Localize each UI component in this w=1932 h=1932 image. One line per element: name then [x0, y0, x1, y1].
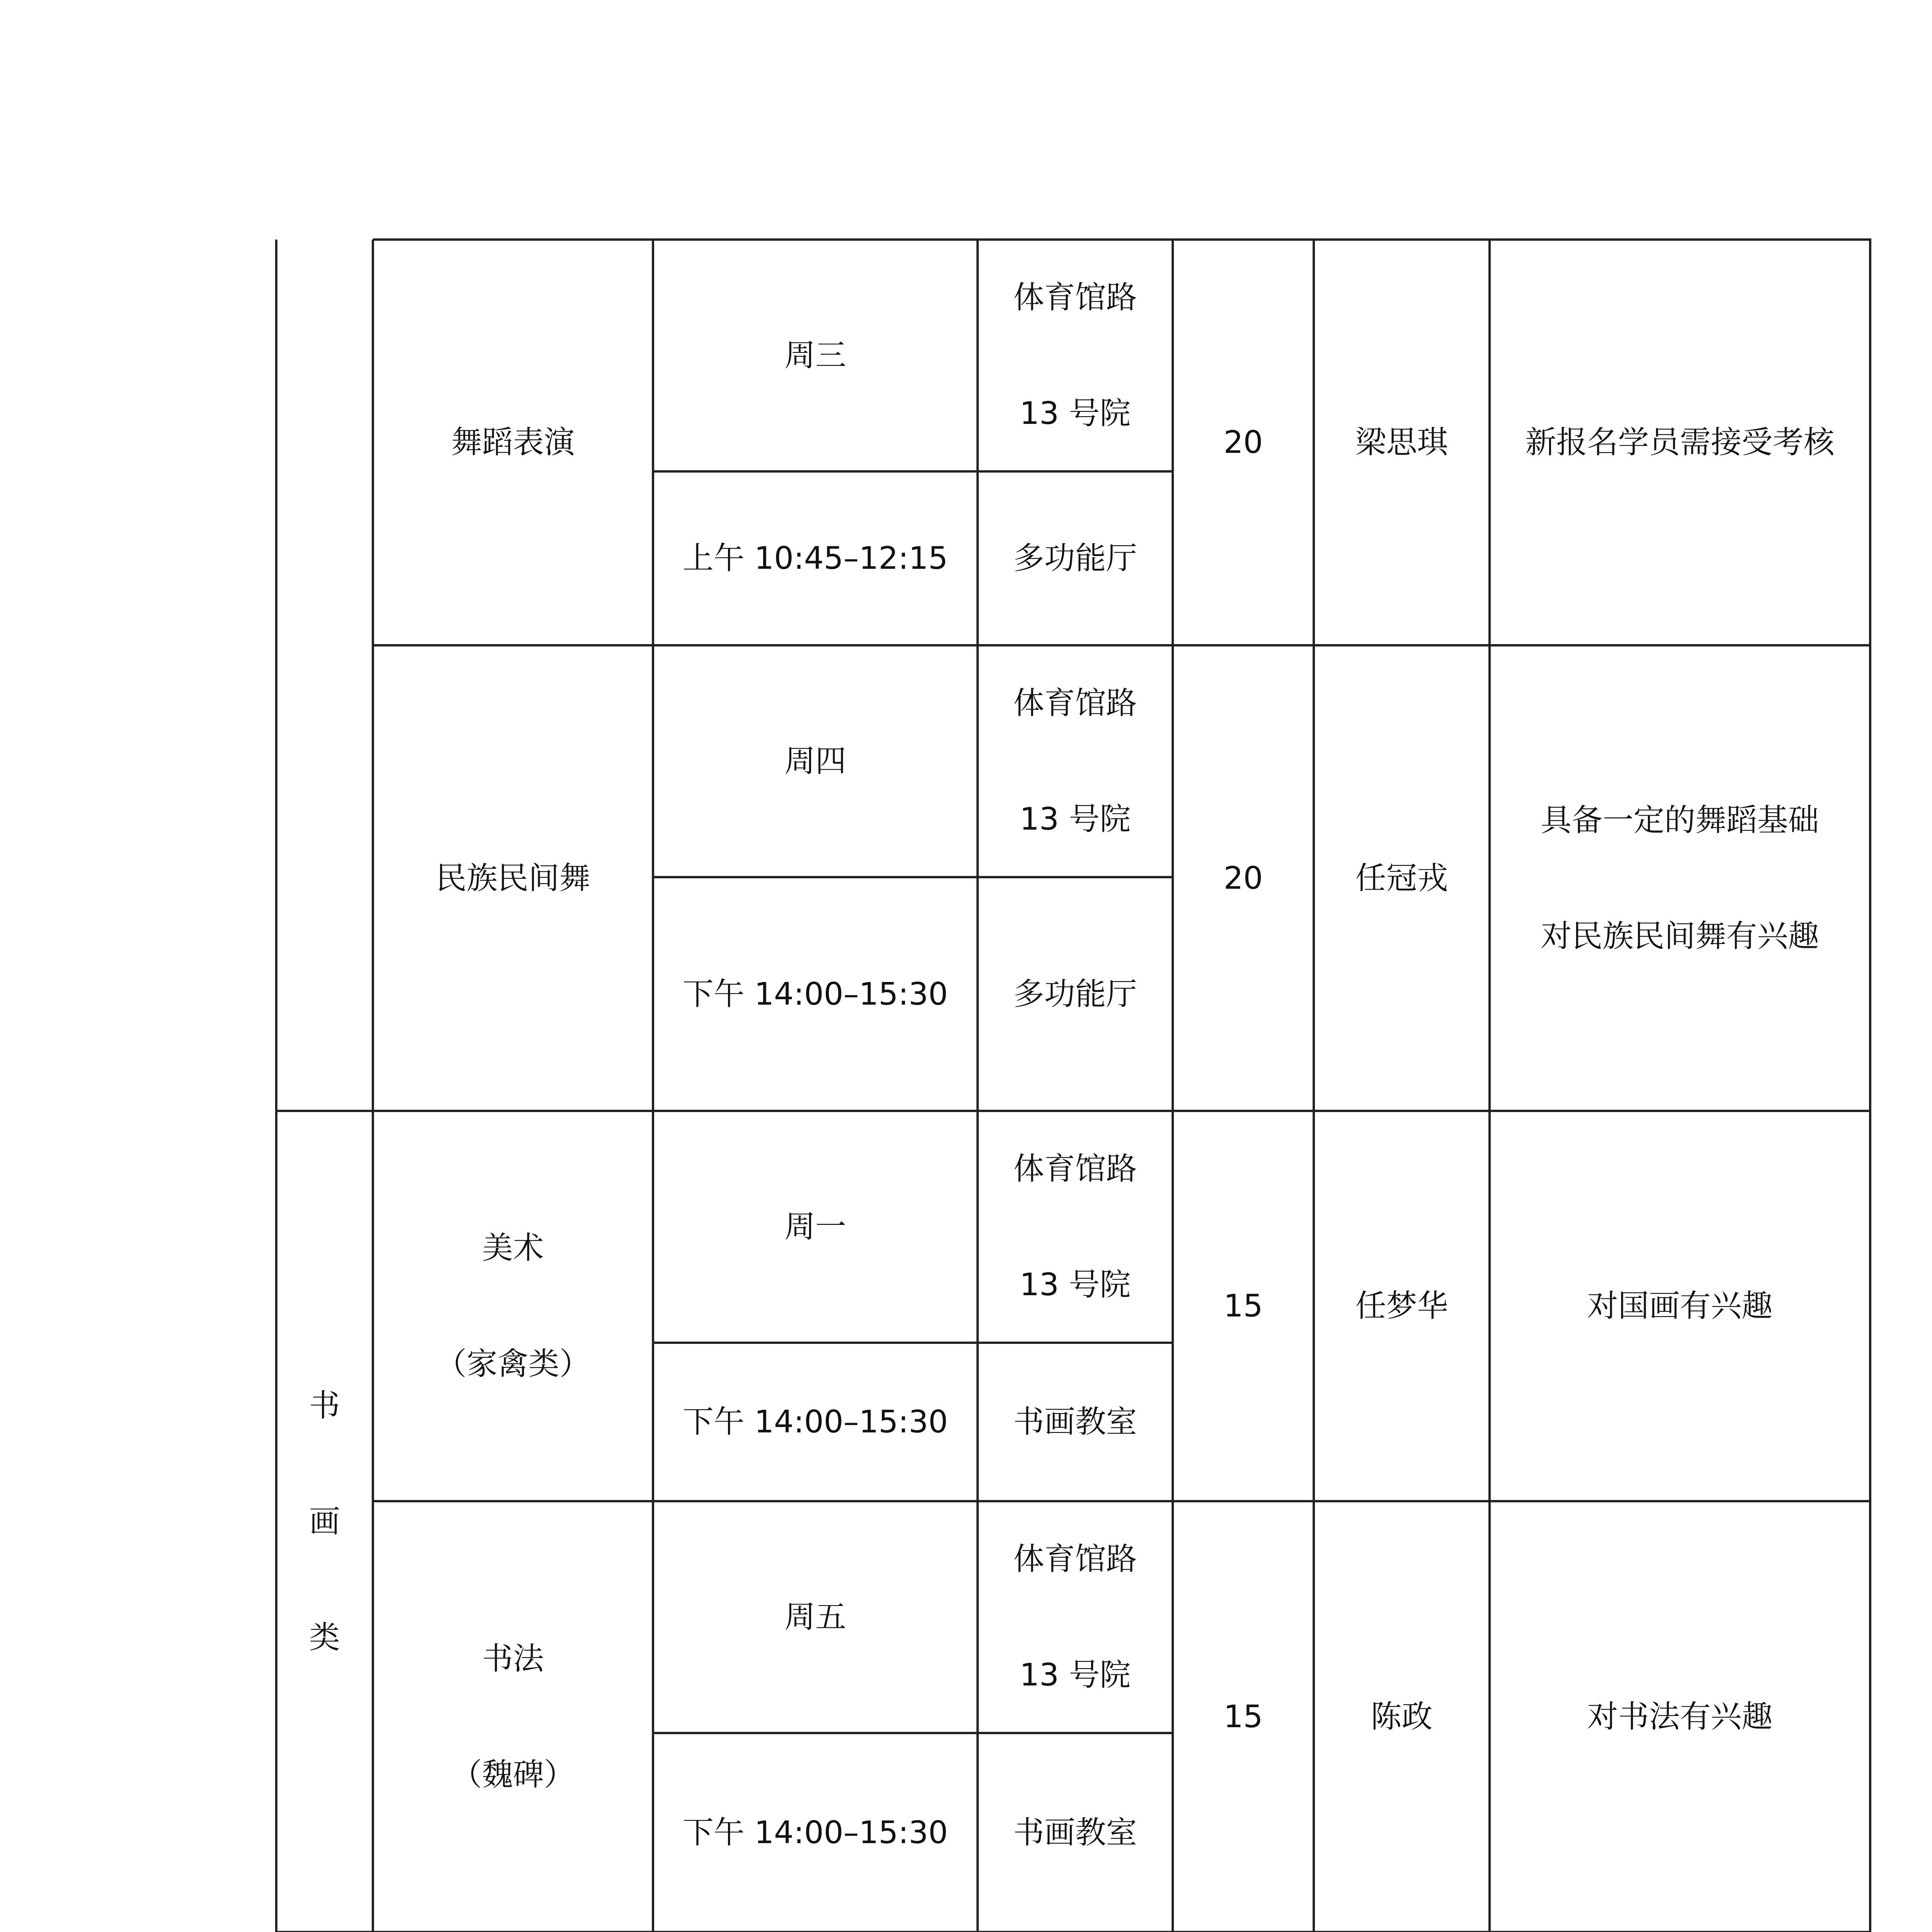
venue-cell-line: 体育馆路 — [1013, 1151, 1137, 1187]
capacity-cell — [1173, 1501, 1314, 1932]
day-cell — [653, 1111, 978, 1343]
venue-cell-line: 13 号院 — [1019, 1267, 1131, 1303]
day-cell-line: 周四 — [784, 743, 846, 779]
requirement-cell — [1490, 1501, 1870, 1932]
time-cell-line: 下午 14:00–15:30 — [682, 1404, 948, 1440]
room-cell — [978, 877, 1173, 1111]
requirement-cell — [1490, 645, 1870, 1111]
course-name-cell — [373, 240, 653, 645]
venue-cell-line: 体育馆路 — [1013, 1541, 1137, 1577]
capacity-cell — [1173, 645, 1314, 1111]
day-cell-line: 周一 — [784, 1209, 846, 1245]
room-cell-line: 书画教室 — [1013, 1404, 1137, 1440]
room-cell-line: 多功能厅 — [1013, 976, 1137, 1012]
capacity-cell-line: 15 — [1223, 1288, 1263, 1324]
teacher-cell-line: 任梦华 — [1355, 1288, 1448, 1324]
requirement-cell — [1490, 1111, 1870, 1501]
teacher-cell — [1314, 1111, 1490, 1501]
category-label-cell — [276, 1111, 373, 1932]
time-cell — [653, 471, 978, 645]
day-cell — [653, 1501, 978, 1733]
day-cell-line: 周三 — [784, 337, 846, 373]
category-label-cell-line: 书 — [309, 1387, 340, 1423]
venue-cell — [978, 1111, 1173, 1343]
venue-cell — [978, 1501, 1173, 1733]
teacher-cell — [1314, 1501, 1490, 1932]
time-cell-line: 下午 14:00–15:30 — [682, 1814, 948, 1850]
requirement-cell-line: 对书法有兴趣 — [1587, 1698, 1773, 1735]
category-label-cell-line: 画 — [309, 1503, 340, 1539]
venue-cell — [978, 645, 1173, 877]
teacher-cell — [1314, 240, 1490, 645]
time-cell — [653, 1343, 978, 1501]
room-cell — [978, 1733, 1173, 1932]
course-name-cell-line: 书法 — [482, 1640, 544, 1677]
room-cell-line: 书画教室 — [1013, 1814, 1137, 1850]
day-cell — [653, 240, 978, 471]
venue-cell-line: 13 号院 — [1019, 1657, 1131, 1693]
room-cell — [978, 1343, 1173, 1501]
teacher-cell — [1314, 645, 1490, 1111]
day-cell-line: 周五 — [784, 1599, 846, 1635]
course-name-cell-line: 舞蹈表演 — [451, 424, 575, 460]
course-name-cell — [373, 1501, 653, 1932]
time-cell — [653, 877, 978, 1111]
requirement-cell-line: 对民族民间舞有兴趣 — [1541, 918, 1819, 954]
day-cell — [653, 645, 978, 877]
requirement-cell-line: 新报名学员需接受考核 — [1525, 424, 1835, 460]
venue-cell — [978, 240, 1173, 471]
category-label-cell-line: 类 — [309, 1619, 340, 1655]
course-name-cell — [373, 645, 653, 1111]
venue-cell-line: 13 号院 — [1019, 801, 1131, 837]
teacher-cell-line: 梁思琪 — [1355, 424, 1448, 460]
teacher-cell-line: 任冠戎 — [1355, 860, 1448, 896]
course-name-cell-line: 美术 — [482, 1230, 544, 1266]
room-cell-line: 多功能厅 — [1013, 540, 1137, 576]
venue-cell-line: 13 号院 — [1019, 395, 1131, 431]
requirement-cell-line: 具备一定的舞蹈基础 — [1541, 802, 1819, 838]
venue-cell-line: 体育馆路 — [1013, 279, 1137, 315]
capacity-cell-line: 20 — [1223, 424, 1263, 460]
capacity-cell-line: 20 — [1223, 860, 1263, 896]
course-name-cell — [373, 1111, 653, 1501]
capacity-cell — [1173, 240, 1314, 645]
venue-cell-line: 体育馆路 — [1013, 685, 1137, 721]
time-cell-line: 上午 10:45–12:15 — [682, 540, 948, 576]
teacher-cell-line: 陈政 — [1371, 1698, 1433, 1735]
course-name-cell-line: 民族民间舞 — [435, 860, 590, 896]
requirement-cell-line: 对国画有兴趣 — [1587, 1288, 1773, 1324]
course-name-cell-line: （魏碑） — [451, 1756, 575, 1793]
capacity-cell-line: 15 — [1223, 1698, 1263, 1735]
capacity-cell — [1173, 1111, 1314, 1501]
requirement-cell — [1490, 240, 1870, 645]
course-name-cell-line: （家禽类） — [435, 1346, 590, 1382]
room-cell — [978, 471, 1173, 645]
time-cell-line: 下午 14:00–15:30 — [682, 976, 948, 1012]
time-cell — [653, 1733, 978, 1932]
